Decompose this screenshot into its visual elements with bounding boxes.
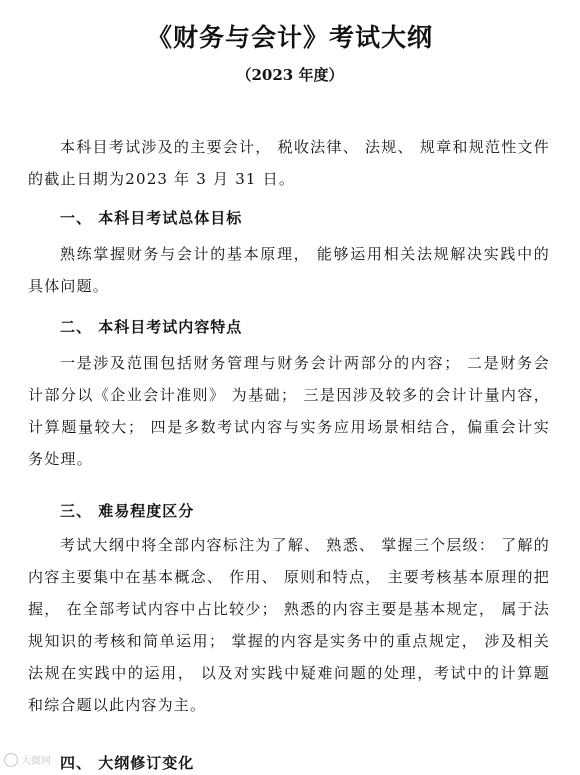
document-title: 《财务与会计》考试大纲 [146, 23, 433, 52]
watermark-logo-icon [4, 753, 18, 767]
section-heading-1: 一、 本科目考试总体目标 [60, 209, 243, 227]
intro-paragraph: 本科目考试涉及的主要会计， 税收法律、 法规、 规章和规范性文件的截止日期为2023 年 3 月 31 日。 [28, 138, 550, 188]
document-year: （2023 年度） [236, 66, 344, 84]
section-body-2: 一是涉及范围包括财务管理与财务会计两部分的内容； 二是财务会计部分以《企业会计准则》 为基础； 三是因涉及较多的会计计量内容，计算题量较大； 四是多数考试内容与实务应用场景相结合，偏重会计实务处理。 [28, 354, 550, 468]
section-heading-2: 二、 本科目考试内容特点 [60, 318, 243, 336]
section-heading-4: 四、 大纲修订变化 [60, 754, 195, 772]
section-body-3: 考试大纲中将全部内容标注为了解、 熟悉、 掌握三个层级： 了解的内容主要集中在基本概念、 作用、 原则和特点， 主要考核基本原理的把握， 在全部考试内容中占比较少； 熟悉的内容主要是基本规定， 属于法规知识的考核和简单运用； 掌握的内容是实务中的重点规定， 涉及相关法规在实践中的运用， 以及对实践中疑难问题的处理，考试中的计算题和综合题以此内容为主。 [28, 536, 550, 714]
section-heading-3: 三、 难易程度区分 [60, 502, 195, 520]
watermark [4, 752, 51, 767]
section-body-1: 熟练掌握财务与会计的基本原理， 能够运用相关法规解决实践中的具体问题。 [28, 245, 550, 295]
watermark-text: 大微网 [21, 756, 51, 767]
